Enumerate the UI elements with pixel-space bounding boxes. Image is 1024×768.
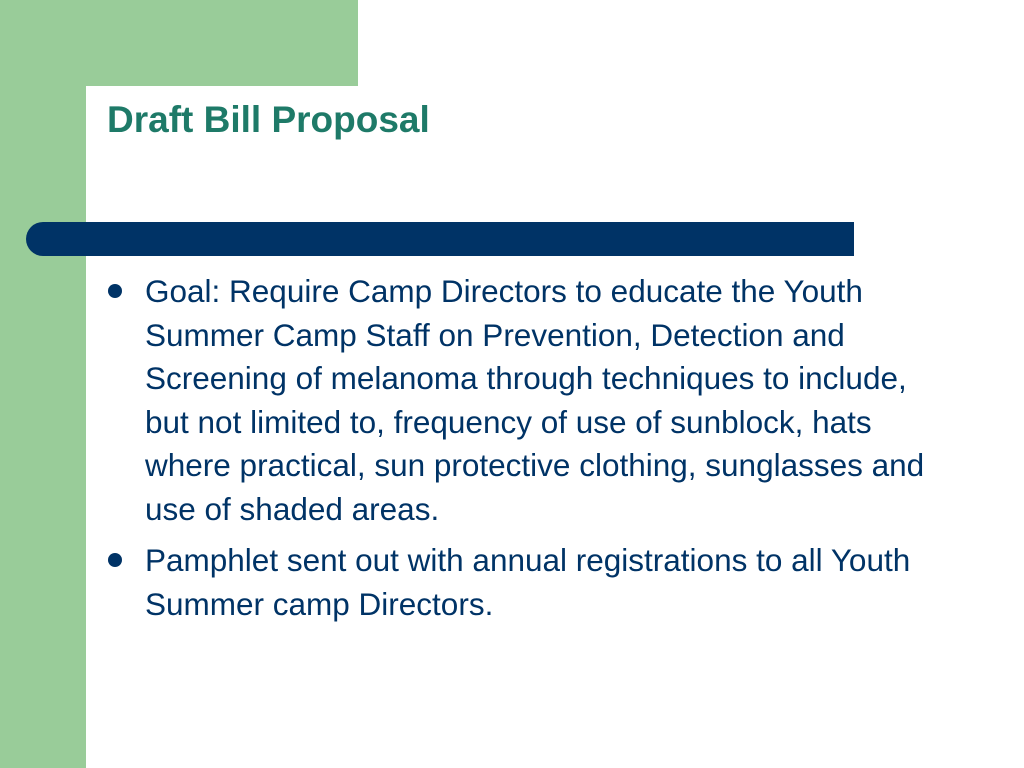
bullet-text: Goal: Require Camp Directors to educate the Youth Summer Camp Staff on Prevention, Detection and Screening of melanoma through techniques to include, but not limited to, frequency of use of sunblock, hats where practical, sun protective clothing, sunglasses and use of shaded areas. (145, 273, 925, 527)
bullet-item-pamphlet (105, 539, 955, 626)
bullet-dot-icon (108, 284, 122, 298)
bullet-dot-icon (108, 553, 122, 567)
green-frame-left (0, 0, 86, 768)
bullet-text: Pamphlet sent out with annual registrations to all Youth Summer camp Directors. (145, 542, 911, 622)
slide-title: Draft Bill Proposal (107, 99, 430, 140)
bullet-item-goal (105, 270, 955, 531)
title-divider-bar (26, 222, 854, 256)
bullet-list (105, 270, 955, 634)
